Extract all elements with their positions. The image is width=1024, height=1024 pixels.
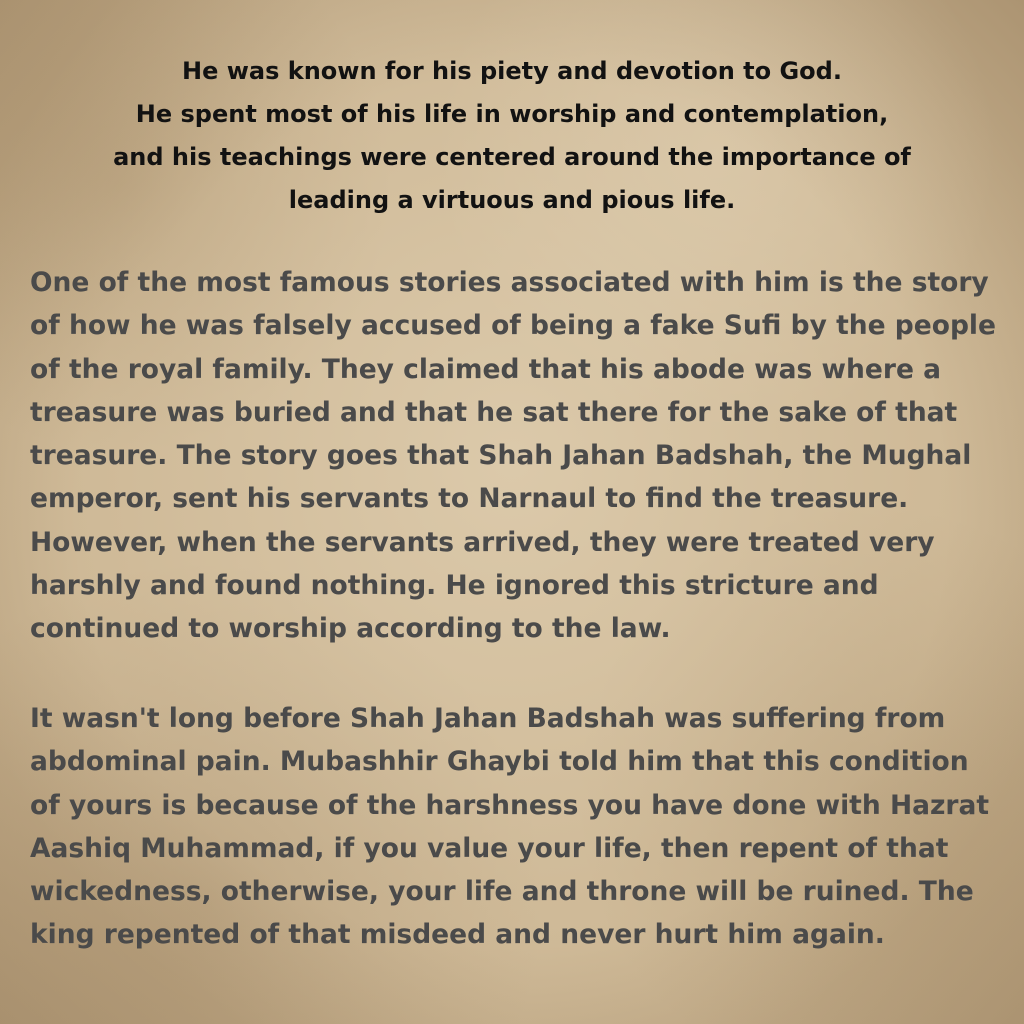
intro-line: He spent most of his life in worship and contemplation, xyxy=(135,100,889,128)
pain-line: It wasn't long before Shah Jahan Badshah was suffering from xyxy=(30,703,946,734)
story-paragraph xyxy=(30,261,1000,651)
intro-line: He was known for his piety and devotion to God. xyxy=(182,57,842,85)
pain-line: wickedness, otherwise, your life and throne will be ruined. The xyxy=(30,876,974,908)
intro-line: leading a virtuous and pious life. xyxy=(288,186,736,214)
story-line: treasure. The story goes that Shah Jahan Badshah, the Mughal xyxy=(30,440,972,472)
story-line: continued to worship according to the law. xyxy=(30,613,671,645)
story-line: of the royal family. They claimed that his abode was where a xyxy=(30,353,942,385)
intro-paragraph xyxy=(40,50,984,222)
pain-line: of yours is because of the harshness you have done with Hazrat xyxy=(30,789,990,821)
pain-line: king repented of that misdeed and never hurt him again. xyxy=(30,919,885,951)
story-line: emperor, sent his servants to Narnaul to find the treasure. xyxy=(30,483,909,515)
pain-line: Aashiq Muhammad, if you value your life, then repent of that xyxy=(30,832,949,864)
story-line: treasure was buried and that he sat there for the sake of that xyxy=(30,396,958,428)
story-line: However, when the servants arrived, they were treated very xyxy=(30,526,935,558)
story-line: harshly and found nothing. He ignored this stricture and xyxy=(30,570,879,602)
story-line: of how he was falsely accused of being a fake Sufi by the people xyxy=(30,310,996,342)
pain-line: abdominal pain. Mubashhir Ghaybi told him that this condition xyxy=(30,746,969,778)
story-line: One of the most famous stories associated with him is the story xyxy=(30,267,989,298)
abdominal-pain-paragraph xyxy=(30,697,1000,957)
intro-line: and his teachings were centered around the importance of xyxy=(113,143,911,171)
